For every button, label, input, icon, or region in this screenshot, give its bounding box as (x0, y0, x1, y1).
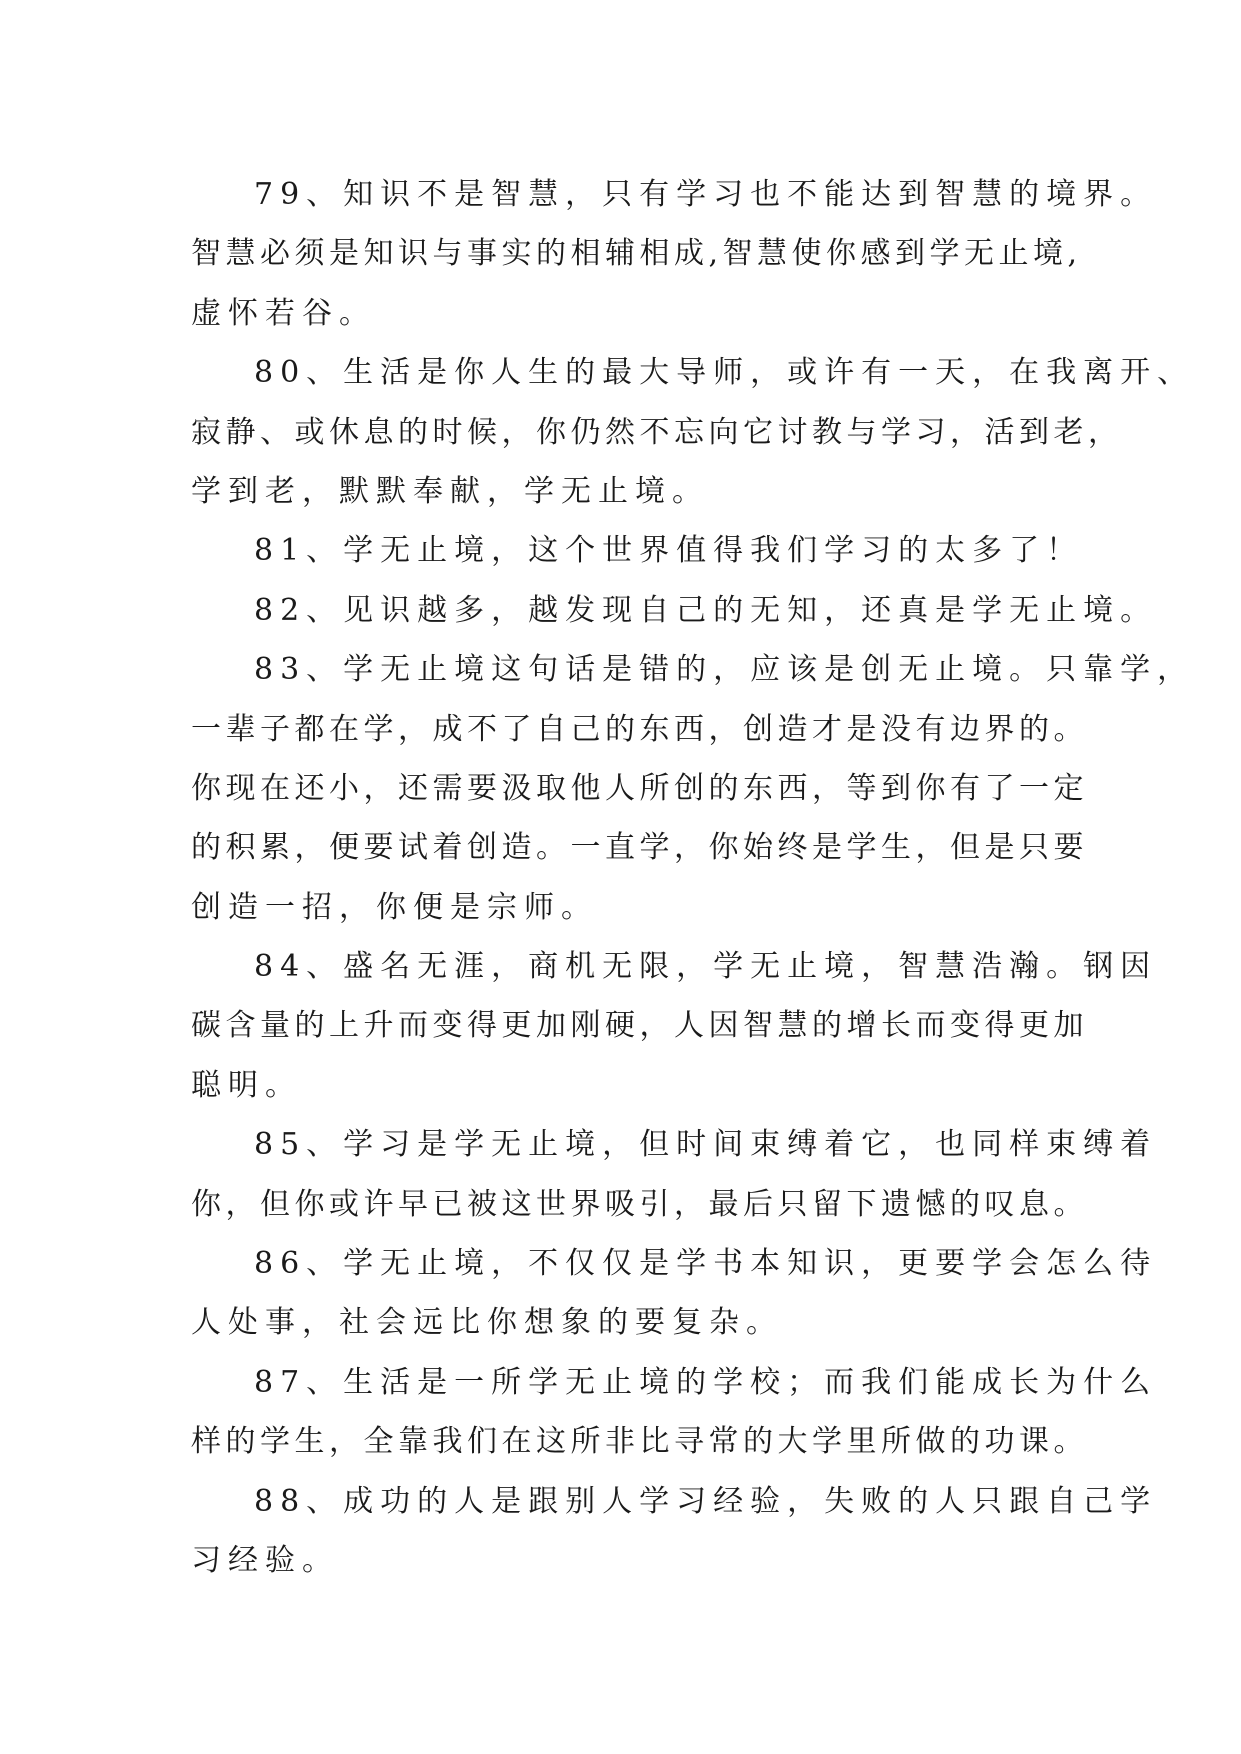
paragraph-line: 寂静、或休息的时候，你仍然不忘向它讨教与学习，活到老， (191, 414, 1123, 450)
paragraph-79 (191, 165, 1158, 343)
paragraph-line: 聪明。 (191, 1067, 302, 1103)
paragraph-81 (191, 521, 1091, 580)
paragraph-line: 80、生活是你人生的最大导师，或许有一天，在我离开、 (254, 355, 1195, 391)
paragraph-line: 88、成功的人是跟别人学习经验，失败的人只跟自己学 (254, 1483, 1158, 1519)
paragraph-line: 你，但你或许早已被这世界吸引，最后只留下遗憾的叹息。 (191, 1186, 1088, 1222)
paragraph-line: 一辈子都在学，成不了自己的东西，创造才是没有边界的。 (191, 711, 1088, 747)
paragraph-line: 创造一招，你便是宗师。 (191, 889, 598, 925)
paragraph-line: 的积累，便要试着创造。一直学，你始终是学生，但是只要 (191, 830, 1088, 866)
paragraph-80 (191, 343, 1195, 521)
paragraph-84 (191, 937, 1158, 1115)
paragraph-86 (191, 1234, 1158, 1353)
paragraph-85 (191, 1115, 1158, 1234)
paragraph-line: 习经验。 (191, 1542, 339, 1578)
paragraph-line: 83、学无止境这句话是错的，应该是创无止境。只靠学， (254, 652, 1195, 688)
paragraph-line: 虚怀若谷。 (191, 295, 376, 331)
paragraph-line: 85、学习是学无止境，但时间束缚着它，也同样束缚着 (254, 1127, 1158, 1163)
paragraph-83 (191, 640, 1195, 937)
paragraph-88 (191, 1472, 1158, 1591)
paragraph-line: 碳含量的上升而变得更加刚硬，人因智慧的增长而变得更加 (191, 1008, 1088, 1044)
paragraph-line: 79、知识不是智慧，只有学习也不能达到智慧的境界。 (254, 177, 1158, 212)
paragraph-82 (191, 581, 1158, 640)
document-body (191, 165, 1195, 1590)
paragraph-line: 学到老，默默奉献，学无止境。 (191, 473, 709, 509)
paragraph-line: 84、盛名无涯，商机无限，学无止境，智慧浩瀚。钢因 (254, 949, 1158, 985)
paragraph-line: 智慧必须是知识与事实的相辅相成,智慧使你感到学无止境, (191, 236, 1082, 272)
paragraph-line: 81、学无止境，这个世界值得我们学习的太多了！ (254, 533, 1084, 569)
paragraph-line: 86、学无止境，不仅仅是学书本知识，更要学会怎么待 (254, 1246, 1158, 1282)
paragraph-line: 样的学生，全靠我们在这所非比寻常的大学里所做的功课。 (191, 1424, 1088, 1460)
paragraph-line: 87、生活是一所学无止境的学校；而我们能成长为什么 (254, 1364, 1158, 1400)
paragraph-line: 你现在还小，还需要汲取他人所创的东西，等到你有了一定 (191, 770, 1088, 806)
paragraph-line: 82、见识越多，越发现自己的无知，还真是学无止境。 (254, 592, 1158, 628)
paragraph-line: 人处事，社会远比你想象的要复杂。 (191, 1305, 783, 1341)
paragraph-87 (191, 1353, 1158, 1472)
